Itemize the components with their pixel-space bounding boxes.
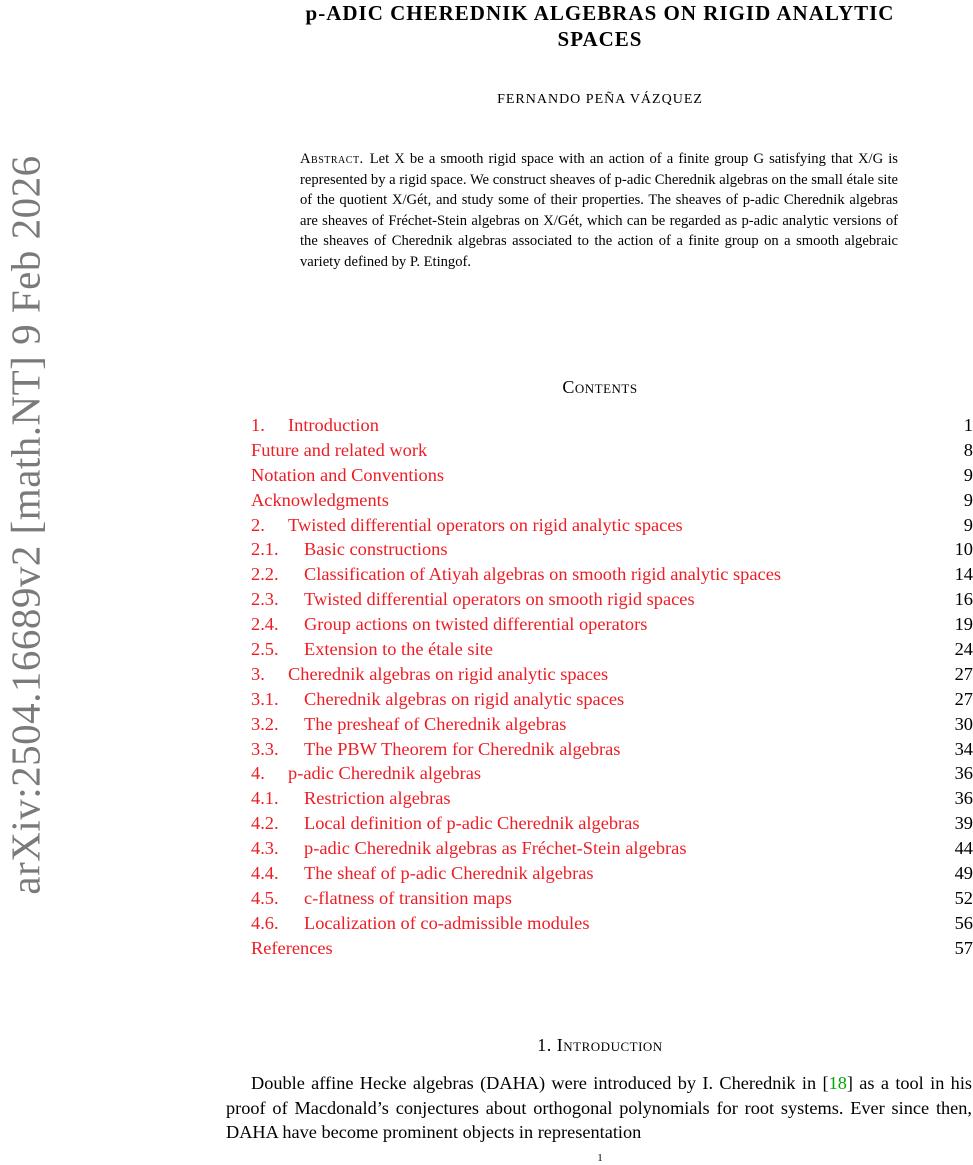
toc-entry-number[interactable]: 3.3. bbox=[251, 738, 279, 759]
toc-entry-number[interactable]: 3.2. bbox=[251, 713, 279, 734]
toc-entry-page: 1 bbox=[963, 415, 973, 435]
toc-entry-title[interactable]: The PBW Theorem for Cherednik algebras bbox=[304, 738, 621, 759]
toc-entry[interactable] bbox=[251, 513, 973, 538]
toc-entry-number[interactable]: 2.2. bbox=[251, 564, 279, 585]
toc-entry[interactable] bbox=[251, 612, 973, 637]
toc-entry-title[interactable]: p-adic Cherednik algebras bbox=[288, 763, 482, 784]
toc-entry-title[interactable]: p-adic Cherednik algebras as Fréchet-Stein algebras bbox=[304, 838, 687, 859]
toc-entry-title[interactable]: Local definition of p-adic Cherednik algebras bbox=[304, 813, 640, 834]
toc-entry[interactable] bbox=[251, 811, 973, 836]
page-number: 1 bbox=[597, 1152, 603, 1164]
intro-text-before: Double affine Hecke algebras (DAHA) were introduced by I. Cherednik in bbox=[251, 1073, 823, 1093]
toc-entry-page: 44 bbox=[954, 838, 973, 859]
toc-entry-title[interactable]: c-flatness of transition maps bbox=[304, 887, 512, 908]
toc-entry-title[interactable]: Notation and Conventions bbox=[251, 464, 445, 485]
toc-entry-number[interactable]: 4.5. bbox=[251, 887, 279, 908]
toc-entry[interactable] bbox=[251, 712, 973, 737]
toc-entry-page: 24 bbox=[954, 639, 973, 660]
section-number: 1. bbox=[537, 1035, 552, 1055]
toc-entry-title[interactable]: Extension to the étale site bbox=[304, 639, 493, 660]
toc-entry-page: 36 bbox=[954, 788, 973, 809]
toc-entry-number[interactable]: 2. bbox=[251, 514, 265, 535]
toc-entry-title[interactable]: Future and related work bbox=[251, 439, 428, 460]
toc-entry[interactable] bbox=[251, 786, 973, 811]
section-title: Introduction bbox=[556, 1035, 663, 1055]
toc-entry-page: 30 bbox=[954, 713, 973, 734]
toc-entry[interactable] bbox=[251, 936, 973, 961]
toc-entry-title[interactable]: Classification of Atiyah algebras on smooth rigid analytic spaces bbox=[304, 564, 782, 585]
toc-entry-number[interactable]: 4.3. bbox=[251, 838, 279, 859]
toc-entry-number[interactable]: 4.2. bbox=[251, 813, 279, 834]
paper-title bbox=[230, 0, 970, 52]
toc-entry-page: 10 bbox=[954, 539, 973, 560]
toc-entry-page: 27 bbox=[954, 663, 973, 684]
toc-entry[interactable] bbox=[251, 737, 973, 762]
toc-entry-title[interactable]: Localization of co-admissible modules bbox=[304, 912, 590, 933]
toc-entry-title[interactable]: Basic constructions bbox=[304, 539, 448, 560]
toc-entry-number[interactable]: 4. bbox=[251, 763, 265, 784]
toc-entry-number[interactable]: 4.6. bbox=[251, 912, 279, 933]
toc-entry-page: 9 bbox=[963, 464, 973, 485]
toc-entry[interactable] bbox=[251, 413, 973, 438]
toc-entry-page: 9 bbox=[963, 514, 973, 535]
abstract-text: Let X be a smooth rigid space with an action of a finite group G satisfying that X/G is represented by a rigid space. We construct sheaves of p-adic Cherednik algebras on the small étale site of the quotient X/Gét, and study some of their properties. The sheaves of p-adic Cherednik algebras are sheaves of Fréchet-Stein algebras on X/Gét, which can be regarded as p-adic analytic versions of the sheaves of Cherednik algebras associated to the action of a finite group on a smooth algebraic variety defined by P. Etingof. bbox=[300, 151, 898, 270]
toc-entry-page: 9 bbox=[963, 489, 973, 510]
toc-entry-page: 56 bbox=[954, 912, 973, 933]
toc-entry-title[interactable]: Cherednik algebras on rigid analytic spaces bbox=[288, 663, 609, 684]
toc-entry[interactable] bbox=[251, 637, 973, 662]
toc-entry-page: 8 bbox=[963, 439, 973, 460]
toc-entry[interactable] bbox=[251, 562, 973, 587]
toc-entry[interactable] bbox=[251, 861, 973, 886]
title-line-2: SPACES bbox=[557, 27, 643, 51]
toc-entry-title[interactable]: Twisted differential operators on smooth rigid spaces bbox=[304, 589, 695, 610]
section-heading bbox=[230, 1035, 970, 1056]
toc-entry-number[interactable]: 2.4. bbox=[251, 614, 279, 635]
toc-entry-title[interactable]: Restriction algebras bbox=[304, 788, 451, 809]
toc-entry[interactable] bbox=[251, 836, 973, 861]
title-line-1: p-ADIC CHEREDNIK ALGEBRAS ON RIGID ANALYTIC bbox=[305, 1, 895, 25]
toc-entry-number[interactable]: 4.1. bbox=[251, 788, 279, 809]
toc-entry[interactable] bbox=[251, 662, 973, 687]
toc-entry-page: 16 bbox=[954, 589, 973, 610]
author-name: FERNANDO PEÑA VÁZQUEZ bbox=[497, 92, 703, 107]
toc-entry-title[interactable]: Cherednik algebras on rigid analytic spaces bbox=[304, 688, 625, 709]
contents-heading: Contents bbox=[562, 377, 638, 397]
toc-entry[interactable] bbox=[251, 886, 973, 911]
toc-entry-page: 27 bbox=[954, 688, 973, 709]
toc-entry-number[interactable]: 4.4. bbox=[251, 863, 279, 884]
toc-entry[interactable] bbox=[251, 587, 973, 612]
toc-entry-page: 19 bbox=[954, 614, 973, 635]
table-of-contents bbox=[251, 413, 973, 961]
toc-entry-number[interactable]: 2.3. bbox=[251, 589, 279, 610]
toc-entry-title[interactable]: The presheaf of Cherednik algebras bbox=[304, 713, 567, 734]
toc-entry-title[interactable]: The sheaf of p-adic Cherednik algebras bbox=[304, 863, 594, 884]
toc-entry-page: 14 bbox=[954, 564, 973, 585]
toc-entry-number[interactable]: 1. bbox=[251, 415, 265, 435]
toc-entry[interactable] bbox=[251, 911, 973, 936]
toc-entry-page: 57 bbox=[954, 937, 973, 958]
toc-entry-page: 34 bbox=[954, 738, 973, 759]
toc-entry-number[interactable]: 3. bbox=[251, 663, 265, 684]
toc-entry-title[interactable]: Introduction bbox=[288, 415, 379, 435]
intro-text-after: as a tool in his proof of Macdonald’s conjectures about orthogonal polynomials for root systems. Ever since then, DAHA have become prominent objects in representation bbox=[226, 1073, 973, 1143]
toc-entry-title[interactable]: References bbox=[251, 937, 333, 958]
cite-close-bracket: ] bbox=[846, 1073, 853, 1093]
toc-entry-number[interactable]: 2.1. bbox=[251, 539, 279, 560]
toc-entry[interactable] bbox=[251, 687, 973, 712]
toc-entry[interactable] bbox=[251, 463, 973, 488]
toc-entry-number[interactable]: 2.5. bbox=[251, 639, 279, 660]
toc-entry-page: 49 bbox=[954, 863, 973, 884]
toc-entry[interactable] bbox=[251, 488, 973, 513]
toc-entry[interactable] bbox=[251, 537, 973, 562]
toc-entry-title[interactable]: Acknowledgments bbox=[251, 489, 389, 510]
toc-entry-page: 36 bbox=[954, 763, 973, 784]
toc-entry[interactable] bbox=[251, 438, 973, 463]
arxiv-identifier-text: arXiv:2504.16689v2 [math.NT] 9 Feb 2026 bbox=[3, 155, 49, 895]
cite-open-bracket: [ bbox=[822, 1073, 829, 1093]
toc-entry-page: 39 bbox=[954, 813, 973, 834]
toc-entry[interactable] bbox=[251, 761, 973, 786]
intro-paragraph bbox=[226, 1071, 972, 1145]
abstract-label: Abstract. bbox=[300, 151, 364, 167]
citation-link[interactable]: 18 bbox=[828, 1073, 847, 1093]
toc-entry-number[interactable]: 3.1. bbox=[251, 688, 279, 709]
toc-entry-title[interactable]: Twisted differential operators on rigid analytic spaces bbox=[288, 514, 683, 535]
abstract bbox=[300, 149, 898, 273]
arxiv-identifier bbox=[0, 135, 52, 915]
toc-entry-page: 52 bbox=[954, 887, 973, 908]
toc-entry-title[interactable]: Group actions on twisted differential operators bbox=[304, 614, 648, 635]
